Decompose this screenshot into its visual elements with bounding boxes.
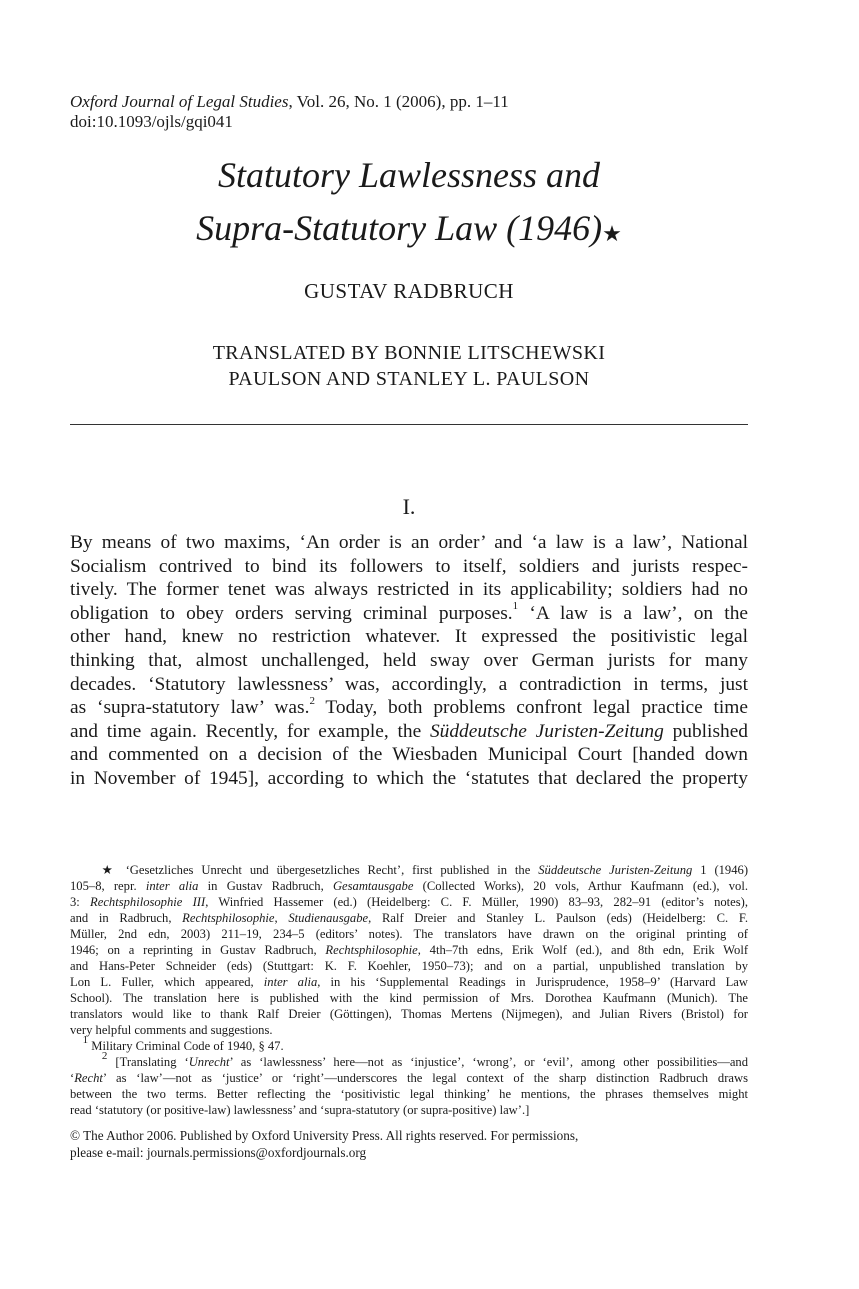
footnote-italic: inter alia <box>263 975 318 989</box>
footnote-text: , Ralf Dreier and Stanley L. Paulson (eds) (Heidelberg: C. F. <box>368 911 748 925</box>
article-title-text: Supra-Statutory Law (1946) <box>196 208 603 248</box>
footnote-1-number: 1 <box>82 1033 89 1046</box>
footnote-text: and in Radbruch, <box>70 911 183 925</box>
footnote-ref-2[interactable]: 2 <box>309 694 315 707</box>
footnote-italic: Rechtsphilosophie III <box>90 895 206 909</box>
journal-name: Oxford Journal of Legal Studies <box>70 92 289 111</box>
author-name: GUSTAV RADBRUCH <box>304 279 514 303</box>
footnote-text: , 4th–7th edns, Erik Wolf (ed.), and 8th edn, Erik Wolf <box>417 943 749 957</box>
copyright-notice <box>70 1127 578 1161</box>
body-line: other hand, knew no restriction whatever. It expressed the positivistic legal <box>70 626 748 648</box>
journal-details: , Vol. 26, No. 1 (2006), pp. 1–11 <box>288 92 509 111</box>
body-line <box>70 720 748 744</box>
article-title-line-2 <box>70 206 748 250</box>
footnote-2-line: read ‘statutory (or positive-law) lawlessness’ and ‘supra-statutory (or supra-positive) law’.] <box>70 1103 530 1117</box>
footnote-text: 3: <box>70 895 91 909</box>
body-line-text: and time again. Recently, for example, the <box>70 720 430 742</box>
footnote-1 <box>70 1033 748 1054</box>
body-line: in November of 1945], according to which the ‘statutes that declared the property <box>70 767 748 789</box>
footnote-text: [Translating ‘ <box>107 1055 189 1069</box>
footnote-italic: Rechtsphilosophie <box>182 911 275 925</box>
footnote-italic: Unrecht <box>188 1055 230 1069</box>
footnote-star-line: translators would like to thank Ralf Dreier (Göttingen), Thomas Mertens (Nijmegen), and Julian Rivers (Bristol) for <box>70 1007 748 1021</box>
footnote-star-line: School). The translation here is published with the kind permission of Mrs. Dorothea Kaufmann (Munich). The <box>70 991 748 1005</box>
footnote-ref-1[interactable]: 1 <box>512 600 519 613</box>
body-line-text: ‘A law is a law’, on the <box>518 602 748 624</box>
body-line-text: published <box>663 720 748 742</box>
footnote-italic: inter alia <box>145 879 199 893</box>
footnote-text: Military Criminal Code of 1940, § 47. <box>88 1039 284 1053</box>
section-heading: I. <box>402 494 416 519</box>
footnote-italic: Süddeutsche Juristen-Zeitung <box>538 863 693 877</box>
footnote-text: 1946; on a reprinting in Gustav Radbruch, <box>70 943 326 957</box>
body-line: thinking that, almost unchallenged, held sway over German jurists for many <box>70 649 748 671</box>
footnote-text: 105–8, repr. <box>70 879 146 893</box>
footnote-2-number: 2 <box>101 1049 108 1062</box>
body-line-text: Today, both problems confront legal practice time <box>314 697 748 719</box>
footnote-text: in Gustav Radbruch, <box>198 879 333 893</box>
footnote-star-line <box>70 894 748 910</box>
body-line: decades. ‘Statutory lawlessness’ was, accordingly, a contradiction in terms, just <box>70 673 748 695</box>
footnote-star-line <box>70 910 748 926</box>
footnote-text: Lon L. Fuller, which appeared, <box>70 975 264 989</box>
footnote-text: ’ as ‘law’—not as ‘justice’ or ‘right’—underscores the legal context of the sharp distinction Radbruch draws <box>102 1071 748 1085</box>
footnote-text: ‘ <box>70 1071 75 1085</box>
body-paragraph <box>70 531 748 791</box>
footnote-2-line <box>70 1049 749 1070</box>
journal-reference: Süddeutsche Juristen-Zeitung <box>429 720 664 742</box>
body-line-text: obligation to obey orders serving criminal purposes. <box>70 602 513 624</box>
copyright-line-2[interactable]: please e-mail: journals.permissions@oxfordjournals.org <box>70 1145 367 1160</box>
translators-line-1: TRANSLATED BY BONNIE LITSCHEWSKI <box>212 342 606 364</box>
footnote-2-line: between the two terms. Better reflecting the ‘positivistic legal thinking’ he mentions, the phrases themselves might <box>70 1087 748 1101</box>
footnote-star-marker: ★ <box>101 863 118 877</box>
footnote-star-line <box>70 942 748 958</box>
body-line: By means of two maxims, ‘An order is an order’ and ‘a law is a law’, National <box>70 532 748 553</box>
footnote-text: , in his ‘Supplemental Readings in Jurisprudence, 1958–9’ (Harvard Law <box>317 975 748 989</box>
translators-line-2: PAULSON AND STANLEY L. PAULSON <box>228 368 590 390</box>
footnote-star-line: very helpful comments and suggestions. <box>70 1023 273 1037</box>
footnote-italic: Gesamtausgabe <box>332 879 414 893</box>
footnote-star-line <box>70 974 748 990</box>
footnote-2-line <box>70 1070 748 1086</box>
footnote-italic: Recht <box>74 1071 103 1085</box>
body-line: and commented on a decision of the Wiesbaden Municipal Court [handed down <box>70 744 748 766</box>
copyright-line-1: © The Author 2006. Published by Oxford University Press. All rights reserved. For permissions, <box>70 1128 579 1143</box>
footnote-text: , <box>274 911 289 925</box>
body-line: Socialism contrived to bind its followers to itself, soldiers and jurists respec- <box>70 555 748 577</box>
footnote-text: (Collected Works), 20 vols, Arthur Kaufmann (ed.), vol. <box>413 879 748 893</box>
footnote-star-line: and Hans-Peter Schneider (eds) (Stuttgart: K. F. Koehler, 1950–73); and on a partial, unpublished translation by <box>70 959 748 973</box>
footnote-text: ‘Gesetzliches Unrecht und übergesetzliches Recht’, first published in the <box>117 863 539 877</box>
doi[interactable]: doi:10.1093/ojls/gqi041 <box>70 112 233 131</box>
footnote-text: , Winfried Hassemer (ed.) (Heidelberg: C. F. Müller, 1990) 83–93, 282–91 (editor’s notes), <box>205 895 748 909</box>
title-footnote-marker[interactable]: ★ <box>602 221 622 246</box>
footnote-text: ’ as ‘lawlessness’ here—not as ‘injustice’, ‘wrong’, or ‘evil’, among other possibilities—and <box>229 1055 749 1069</box>
footnote-italic: Rechtsphilosophie <box>325 943 418 957</box>
body-line-text: as ‘supra-statutory law’ was. <box>70 697 310 719</box>
body-line <box>70 696 748 720</box>
body-line: tively. The former tenet was always restricted in its applicability; soldiers had no <box>70 579 748 601</box>
article-title-line-1: Statutory Lawlessness and <box>217 155 601 195</box>
journal-citation <box>70 92 509 112</box>
footnote-star-line: Müller, 2nd edn, 2003) 211–19, 234–5 (editors’ notes). The translators have drawn on the original printing of <box>70 927 748 941</box>
body-line <box>70 602 748 626</box>
footnote-text: 1 (1946) <box>692 863 749 877</box>
footnote-star-line <box>70 862 748 878</box>
header-rule <box>70 424 748 425</box>
footnote-star-line <box>70 878 748 894</box>
footnotes <box>70 862 748 1118</box>
footnote-italic: Studienausgabe <box>288 911 369 925</box>
